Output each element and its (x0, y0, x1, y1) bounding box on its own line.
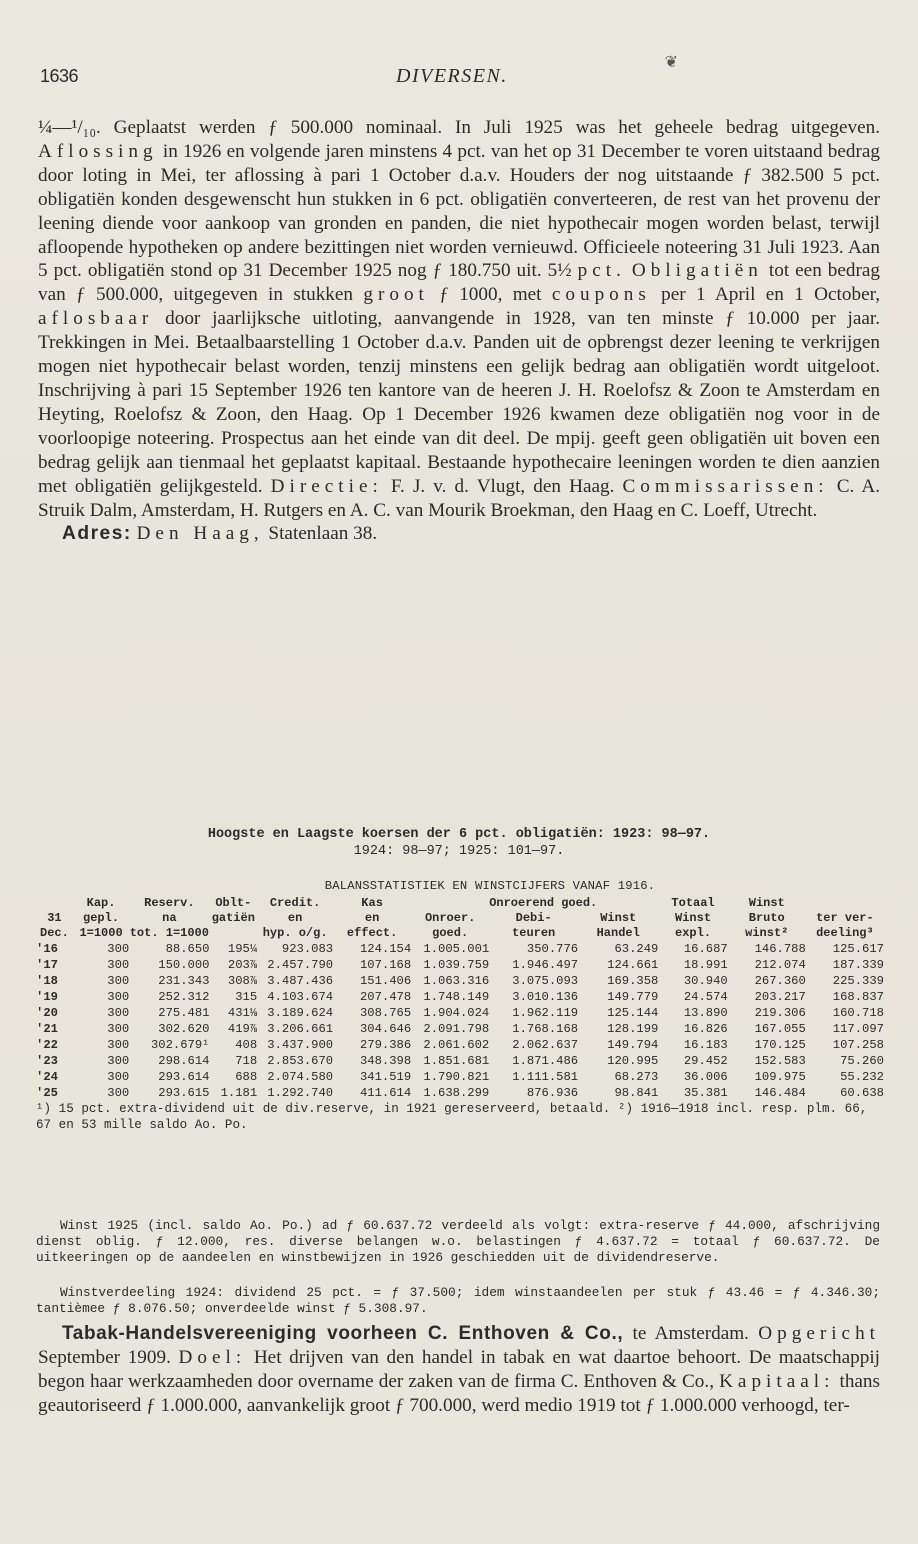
ink-mark-icon: ❦ (664, 54, 678, 71)
table-year-cell: '18 (36, 974, 58, 988)
table-cell: 151.406 (359, 974, 412, 988)
table-header-cell: deeling³ (816, 926, 874, 940)
table-cell: 3.206.661 (267, 1022, 334, 1036)
text-run: te Amsterdam. (632, 1323, 749, 1344)
section-label-commissarissen: Commissarissen: (622, 475, 829, 497)
table-cell: 207.478 (359, 990, 412, 1004)
adres-value: Statenlaan 38. (268, 523, 378, 545)
table-cell: 160.718 (832, 1006, 884, 1020)
text-run: Het drijven van den handel in tabak en wat daartoe behoort. De maatschappij begon haar werkzaamheden door overname der zaken van de firma C. Enthoven & Co., (38, 1346, 880, 1392)
table-cell: 1.946.497 (512, 958, 579, 972)
paragraph-winst-1924: Winstverdeeling 1924: dividend 25 pct. = ƒ 37.500; idem winstaandeelen per stuk ƒ 43.46 = ƒ 4.346.30; tantièmee ƒ 8.076.50; onverdeelde winst ƒ 5.308.97. (36, 1285, 880, 1316)
table-cell: 212.074 (754, 958, 806, 972)
table-cell: 98.841 (614, 1086, 659, 1100)
company-name: Tabak-Handelsvereeniging voorheen C. Enthoven & Co., (62, 1323, 624, 1344)
table-cell: 68.273 (614, 1070, 659, 1084)
table-cell: 63.249 (614, 942, 659, 956)
table-header-cell: gatiën (211, 911, 255, 925)
table-cell: 75.260 (840, 1054, 884, 1068)
table-cell: 170.125 (754, 1038, 806, 1052)
table-header-cell (36, 896, 73, 911)
table-cell: 302.620 (158, 1022, 210, 1036)
table-header-cell: tot. 1=1000 (129, 926, 209, 940)
table-header-cell: Onroerend goed. (489, 896, 598, 910)
section-label-aflossing: Aflossing (38, 140, 158, 162)
table-year-cell: '25 (36, 1086, 58, 1100)
table-cell: 1.063.316 (423, 974, 490, 988)
table-header-cell: en (287, 911, 303, 925)
table-cell: 1.181 (220, 1086, 258, 1100)
table-cell: 1.768.168 (512, 1022, 579, 1036)
table-cell: 4.103.674 (267, 990, 334, 1004)
text-run: thans geautoriseerd ƒ 1.000.000, aanvankelijk groot ƒ 700.000, werd medio 1919 tot ƒ 1.000.000 verhoogd, ter- (38, 1370, 880, 1416)
table-row (36, 1021, 884, 1037)
table-cell: 29.452 (683, 1054, 728, 1068)
table-cell: 219.306 (754, 1006, 806, 1020)
table-cell: 55.232 (840, 1070, 884, 1084)
table-cell: 300 (107, 1054, 130, 1068)
table-cell: 300 (107, 1006, 130, 1020)
table-cell: 1.039.759 (423, 958, 490, 972)
table-cell: 1.748.149 (423, 990, 490, 1004)
table-row (36, 957, 884, 973)
table-header-cell: teuren (512, 926, 556, 940)
table-cell: 150.000 (158, 958, 210, 972)
balance-statistics-table (36, 896, 884, 1101)
text-run: in 1926 en volgende jaren minstens 4 pct. van het op 31 December te voren uitstaand bedrag door loting in Mei, ter aflossing à pari 1 October d.a.v. Houders der nog uitstaande ƒ 382.500 5 pct. obligatiën konden desgewenscht hun stukken in 6 pct. obligatiën converteeren, de rest van het provenu der leening diende voor aankoop van gronden en panden, die niet hypothecair mogen worden belast, terwijl afloopende hypotheken op andere bezittingen niet worden vernieuwd. Officieele noteering 31 Juli 1923. Aan 5 pct. obligatiën stond op 31 December 1925 nog ƒ 180.750 uit. 5½ (38, 140, 880, 282)
table-header-cell: Reserv. (144, 896, 195, 910)
table-cell: 411.614 (359, 1086, 412, 1100)
koersen-line-1: Hoogste en Laagste koersen der 6 pct. obligatiën: 1923: 98—97. (207, 827, 711, 842)
table-cell: 24.574 (683, 990, 728, 1004)
table-year-cell: '21 (36, 1022, 58, 1036)
table-header-cell: gepl. (83, 911, 120, 925)
page-header (40, 54, 878, 92)
table-row (36, 1037, 884, 1053)
table-header-cell: Onroer. (424, 911, 476, 925)
table-cell: 109.975 (754, 1070, 806, 1084)
table-header-cell: Bruto (748, 911, 785, 925)
table-cell: 3.437.900 (267, 1038, 334, 1052)
table-cell: 124.154 (359, 942, 412, 956)
table-cell: 2.062.637 (512, 1038, 579, 1052)
table-row (36, 1005, 884, 1021)
section-label-groot: groot (363, 284, 429, 306)
table-cell: 300 (107, 958, 130, 972)
table-cell: 267.360 (754, 974, 806, 988)
table-cell: 2.074.580 (267, 1070, 334, 1084)
table-cell: 152.583 (754, 1054, 806, 1068)
table-cell: 293.615 (158, 1086, 210, 1100)
table-cell: 300 (107, 974, 130, 988)
table-row (36, 989, 884, 1005)
paragraph-obligaties (38, 116, 880, 546)
table-cell: 125.617 (832, 942, 884, 956)
balance-statistics-block (36, 878, 884, 1133)
table-cell: 300 (107, 990, 130, 1004)
text-run: C. A. Struik Dalm, Amsterdam, H. Rutgers en A. C. van Mourik Broekman, den Haag en C. Loeff, Utrecht. (38, 475, 881, 521)
table-header-cell: 1=1000 (79, 926, 123, 940)
table-cell: 350.776 (526, 942, 579, 956)
table-cell: 341.519 (359, 1070, 412, 1084)
table-cell: 124.661 (607, 958, 659, 972)
text-run: ƒ 1000, met (439, 284, 542, 306)
table-year-cell: '17 (36, 958, 58, 972)
table-header-cell: Kas (361, 896, 383, 910)
table-cell: 203⅞ (227, 958, 258, 972)
table-year-cell: '23 (36, 1054, 58, 1068)
table-cell: 275.481 (158, 1006, 210, 1020)
table-cell: 315 (235, 990, 258, 1004)
table-year-cell: '20 (36, 1006, 58, 1020)
running-title: DIVERSEN. (396, 65, 508, 87)
table-cell: 117.097 (832, 1022, 884, 1036)
section-label-opgericht: Opgericht (758, 1323, 881, 1344)
paragraph-tabak (38, 1322, 880, 1418)
table-cell: 1.111.581 (512, 1070, 579, 1084)
table-cell: 302.679¹ (150, 1038, 210, 1052)
table-cell: 923.083 (281, 942, 334, 956)
table-cell: 2.457.790 (267, 958, 334, 972)
table-cell: 3.189.624 (267, 1006, 334, 1020)
table-cell: 304.646 (359, 1022, 412, 1036)
text-run: tot een bedrag van ƒ 500.000, uitgegeven in stukken (38, 260, 881, 306)
table-cell: 300 (107, 942, 130, 956)
table-header-cell: Totaal (671, 896, 715, 910)
table-cell: 35.381 (683, 1086, 728, 1100)
table-header-cell: Credit. (269, 896, 321, 910)
table-row (36, 1085, 884, 1101)
table-year-cell: '16 (36, 942, 58, 956)
table-cell: 18.991 (683, 958, 728, 972)
table-row (36, 941, 884, 957)
table-cell: 1.871.486 (512, 1054, 579, 1068)
table-cell: 149.779 (607, 990, 659, 1004)
table-row (36, 973, 884, 989)
page-number: 1636 (40, 66, 79, 86)
table-cell: 718 (235, 1054, 258, 1068)
table-cell: 1.790.821 (423, 1070, 490, 1084)
text-run: F. J. v. d. Vlugt, den Haag. (390, 475, 615, 497)
section-label-coupons: coupons (551, 284, 651, 306)
table-header-row (36, 926, 884, 941)
table-cell: 88.650 (165, 942, 210, 956)
table-header-cell: hyp. o/g. (262, 926, 328, 940)
table-cell: 187.339 (832, 958, 884, 972)
table-cell: 308⅞ (227, 974, 258, 988)
table-cell: 168.837 (832, 990, 884, 1004)
table-header-cell: Kap. (86, 896, 116, 910)
adres-label: Adres: (62, 523, 132, 545)
table-year-cell: '24 (36, 1070, 58, 1084)
table-cell: 3.487.436 (267, 974, 334, 988)
table-cell: 146.484 (754, 1086, 806, 1100)
koersen-block (0, 826, 918, 860)
table-row (36, 1069, 884, 1085)
table-cell: 348.398 (359, 1054, 412, 1068)
table-cell: 231.343 (158, 974, 210, 988)
table-cell: 252.312 (158, 990, 210, 1004)
table-cell: 13.890 (683, 1006, 728, 1020)
table-header-cell: na (162, 911, 177, 925)
table-cell: 2.853.670 (267, 1054, 334, 1068)
section-label-directie: Directie: (270, 475, 383, 497)
table-cell: 300 (107, 1070, 130, 1084)
table-header-cell (806, 896, 884, 911)
table-cell: 300 (107, 1086, 130, 1100)
table-cell: 2.091.798 (423, 1022, 490, 1036)
table-cell: 3.010.136 (512, 990, 579, 1004)
table-cell: 300 (107, 1022, 130, 1036)
table-cell: 16.183 (683, 1038, 728, 1052)
table-cell: 149.794 (607, 1038, 659, 1052)
table-year-cell: '22 (36, 1038, 58, 1052)
table-cell: 279.386 (359, 1038, 412, 1052)
table-footnote: ¹) 15 pct. extra-dividend uit de div.reserve, in 1921 gereserveerd, betaald. ²) 1916—1918 incl. resp. plm. 66, 67 en 53 mille saldo Ao. Po. (36, 1102, 868, 1132)
table-header-cell: Winst (675, 911, 712, 925)
table-year-cell: '19 (36, 990, 58, 1004)
table-header-cell (209, 926, 257, 941)
table-cell: 1.962.119 (512, 1006, 579, 1020)
table-cell: 36.006 (683, 1070, 728, 1084)
table-cell: 298.614 (158, 1054, 210, 1068)
table-header-row (36, 896, 884, 911)
table-cell: 408 (235, 1038, 258, 1052)
table-header-cell: winst² (745, 926, 789, 940)
table-cell: 16.687 (683, 942, 728, 956)
table-cell: 128.199 (607, 1022, 659, 1036)
table-cell: 146.788 (754, 942, 806, 956)
table-header-cell: Oblt- (215, 896, 252, 910)
table-cell: 300 (107, 1038, 130, 1052)
table-header-cell: Debi- (515, 911, 552, 925)
table-cell: 2.061.602 (423, 1038, 490, 1052)
table-header-cell (411, 896, 489, 911)
table-header-cell: expl. (675, 926, 712, 940)
table-row (36, 1053, 884, 1069)
table-cell: 16.826 (683, 1022, 728, 1036)
table-cell: 431⅛ (227, 1006, 258, 1020)
table-cell: 60.638 (840, 1086, 884, 1100)
table-header-row (36, 911, 884, 926)
text-run: September 1909. (38, 1346, 171, 1368)
table-cell: 293.614 (158, 1070, 210, 1084)
table-cell: 1.638.299 (423, 1086, 490, 1100)
table-cell: 876.936 (526, 1086, 579, 1100)
text-run: door jaarlijksche uitloting, aanvangende in 1928, van ten minste ƒ 10.000 per jaar. Trekkingen in Mei. Betaalbaarstelling 1 October d.a.v. Panden uit de opbrengst dezer leening te verkrijgen mogen niet hypothecair belast worden, tenzij minstens een gelijk bedrag aan obligatiën wordt uitgeloot. Inschrijving à pari 15 September 1926 ten kantore van de heeren J. H. Roelofsz & Zoon te Amsterdam en Heyting, Roelofsz & Zoon, den Haag. Op 1 December 1926 kwamen deze obligatiën nog voor in de voorloopige noteering. Prospectus aan het einde van dit deel. De mpij. geeft geen obligatiën uit boven een bedrag gelijk aan tienmaal het geplaatst kapitaal. Bestaande hypothecaire leeningen worden te dien aanzien met obligatiën gelijkgesteld. (38, 308, 880, 497)
table-cell: 107.258 (832, 1038, 884, 1052)
paragraph-winst-1925: Winst 1925 (incl. saldo Ao. Po.) ad ƒ 60.637.72 verdeeld als volgt: extra-reserve ƒ 44.000, afschrijving dienst oblig. ƒ 12.000, res. diverse belangen w.o. belastingen ƒ 4.637.72 = totaal ƒ 60.637.72. De uitkeeringen op de aandeelen en winstbewijzen in 1926 geschiedden uit de dividendreserve. (36, 1218, 880, 1265)
table-cell: 1.005.001 (423, 942, 490, 956)
table-cell: 30.940 (683, 974, 728, 988)
table-cell: 107.168 (359, 958, 412, 972)
table-cell: 203.217 (754, 990, 806, 1004)
table-cell: 169.358 (607, 974, 659, 988)
table-cell: 1.851.681 (423, 1054, 490, 1068)
table-title: BALANSSTATISTIEK EN WINSTCIJFERS VANAF 1916. (324, 879, 656, 893)
table-header-cell: Handel (596, 926, 640, 940)
text-run: ¼—¹/₁₀. Geplaatst werden ƒ 500.000 nominaal. In Juli 1925 was het geheele bedrag uitgegeven. (38, 117, 880, 138)
table-cell: 3.075.093 (512, 974, 579, 988)
table-header-cell: en (364, 911, 380, 925)
table-header-cell: 31 (47, 911, 62, 925)
section-label-pct: pct. (577, 260, 626, 282)
text-run: per 1 April en 1 October, (661, 284, 881, 306)
table-cell: 120.995 (607, 1054, 659, 1068)
koersen-line-2: 1924: 98—97; 1925: 101—97. (353, 844, 565, 859)
table-header-cell: goed. (432, 926, 469, 940)
section-label-obligatien: Obligatiën (631, 260, 763, 282)
table-cell: 167.055 (754, 1022, 806, 1036)
table-cell: 688 (235, 1070, 258, 1084)
table-cell: 1.292.740 (267, 1086, 334, 1100)
table-cell: 125.144 (607, 1006, 659, 1020)
table-header-cell: effect. (346, 926, 398, 940)
adres-city: Den Haag, (136, 523, 264, 545)
section-label-kapitaal: Kapitaal: (719, 1370, 835, 1392)
table-cell: 308.765 (359, 1006, 412, 1020)
table-cell: 195¼ (227, 942, 258, 956)
section-label-aflosbaar: aflosbaar (38, 308, 154, 330)
table-cell: 225.339 (832, 974, 884, 988)
table-cell: 1.904.024 (423, 1006, 490, 1020)
table-header-cell: Winst (600, 911, 637, 925)
table-header-cell: ter ver- (816, 911, 874, 925)
section-label-doel: Doel: (178, 1346, 247, 1368)
table-header-cell: Dec. (40, 926, 69, 940)
table-header-cell: Winst (748, 896, 785, 910)
table-cell: 419⅞ (227, 1022, 258, 1036)
